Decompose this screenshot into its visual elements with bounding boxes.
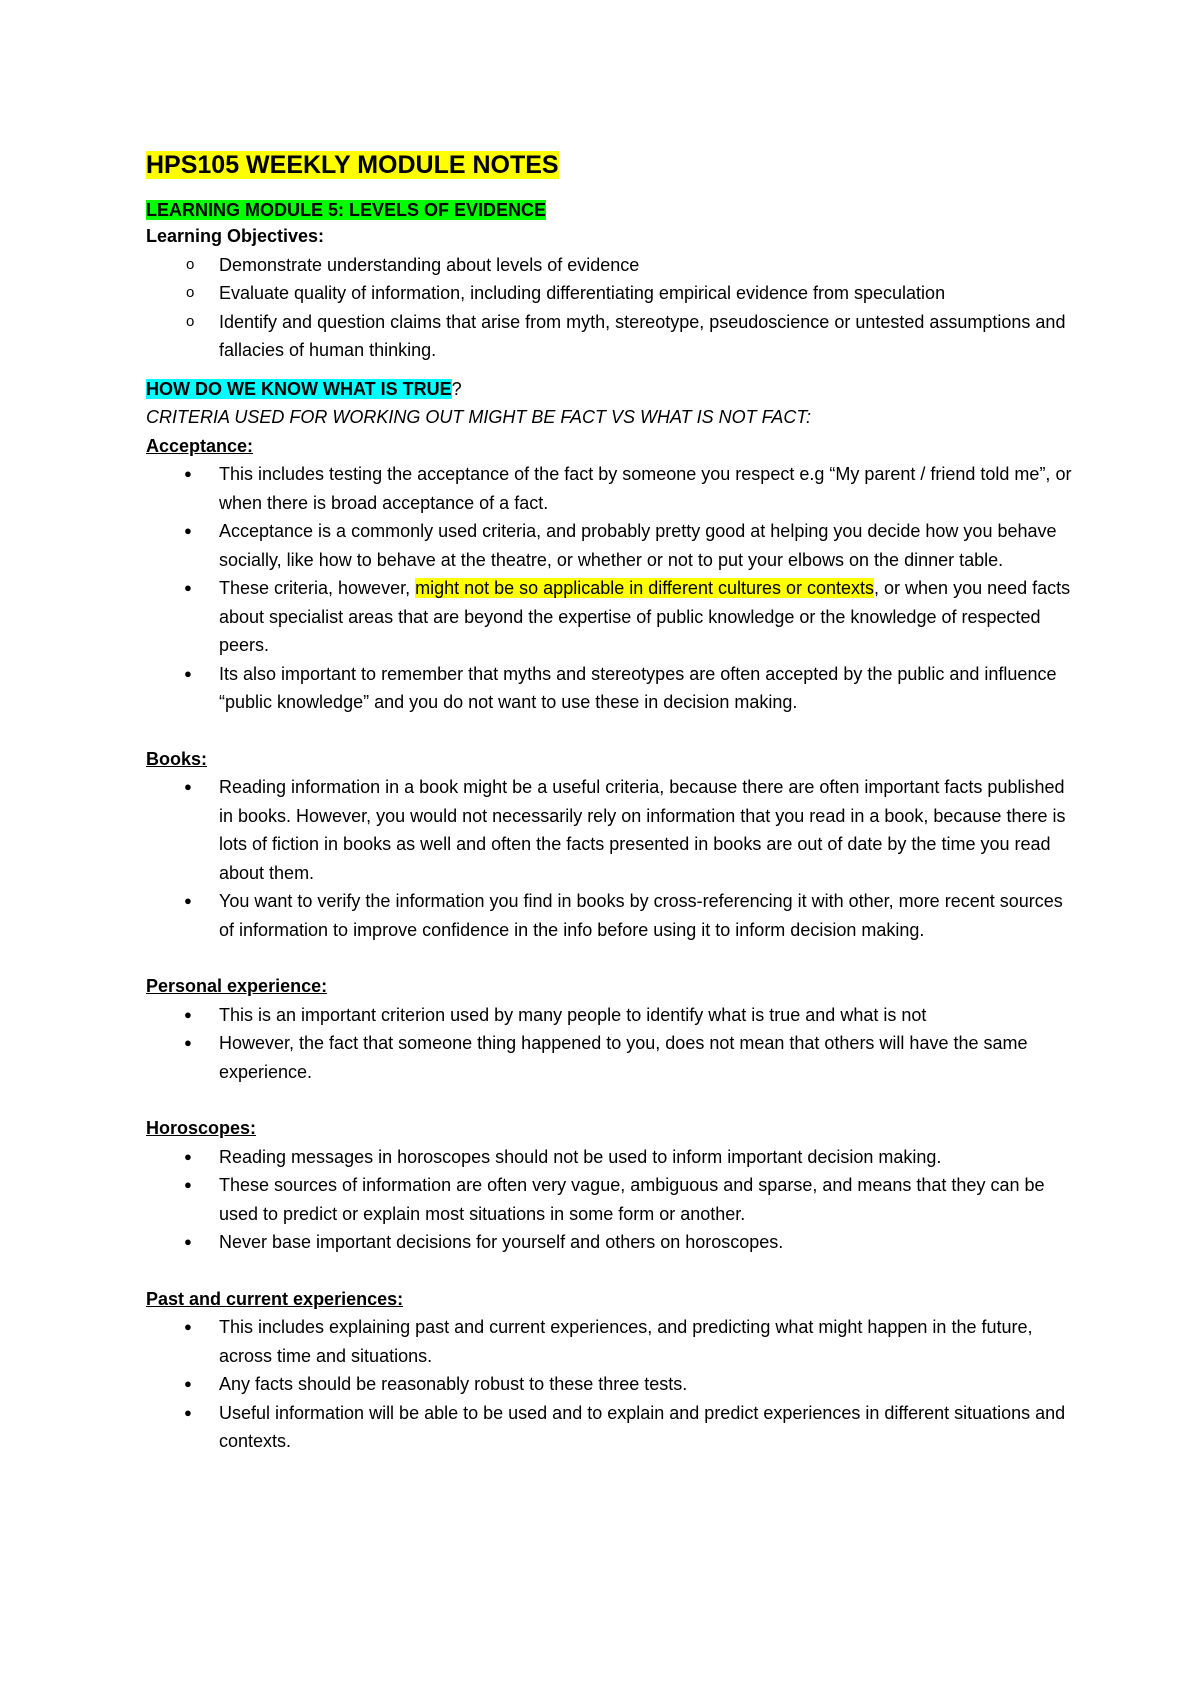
objective-text: Identify and question claims that arise from myth, stereotype, pseudoscience or untested assumptions and fallacies of human thinking. (219, 311, 1066, 360)
module-heading-text: LEARNING MODULE 5: LEVELS OF EVIDENCE (146, 200, 547, 220)
section-heading-books: Books: (146, 748, 208, 769)
section-heading-personal-experience: Personal experience: (146, 976, 328, 996)
circle-bullet-icon: o (186, 284, 195, 301)
document-title (146, 150, 1076, 180)
bullet-icon: ● (184, 1177, 192, 1192)
list-item (146, 517, 1076, 574)
list-item (146, 1001, 1076, 1030)
bullet-icon: ● (184, 466, 192, 481)
bullet-icon: ● (184, 665, 192, 681)
personal-list (146, 1001, 1076, 1087)
list-item (146, 1171, 1076, 1228)
list-item-text: Reading information in a book might be a useful criteria, because there are often important facts published in books. However, you would not necessarily rely on information that you read in a book, because there is lots of fiction in books as well and often the facts presented in books are out of date by the time you read about them. (219, 777, 1066, 883)
bullet-icon: ● (184, 1404, 192, 1420)
bullet-icon: ● (184, 523, 192, 538)
list-item-text: These sources of information are often very vague, ambiguous and sparse, and means that they can be used to predict or explain most situations in some form or another. (219, 1175, 1045, 1224)
list-item (146, 1029, 1076, 1086)
list-item-text: Useful information will be able to be used and to explain and predict experiences in different situations and contexts. (219, 1402, 1066, 1451)
list-item-text: These criteria, however, (219, 578, 416, 598)
list-item (146, 887, 1076, 944)
list-item (146, 574, 1076, 660)
title-highlight: HPS105 WEEKLY MODULE NOTES (146, 151, 559, 179)
highlighted-phrase: might not be so applicable in different cultures or contexts (415, 578, 875, 598)
bullet-icon: ● (184, 1376, 192, 1391)
list-item-text: Reading messages in horoscopes should not be used to inform important decision making. (219, 1146, 942, 1167)
list-item (146, 1143, 1076, 1172)
list-item-text: Never base important decisions for yourself and others on horoscopes. (219, 1232, 784, 1252)
bullet-icon: ● (184, 893, 192, 908)
list-item-text: , or when you need facts about specialist areas that are beyond the expertise of public knowledge or the knowledge of respected peers. (219, 578, 1071, 655)
list-item-text: This is an important criterion used by many people to identify what is true and what is not (219, 1004, 927, 1025)
circle-bullet-icon: o (186, 255, 195, 273)
list-item-text: Any facts should be reasonably robust to these three tests. (219, 1374, 688, 1394)
objective-text: Demonstrate understanding about levels of evidence (219, 254, 640, 275)
acceptance-list (146, 460, 1076, 717)
bullet-icon: ● (184, 1319, 192, 1334)
objective-item (146, 308, 1076, 365)
books-list (146, 773, 1076, 944)
list-item-text: This includes testing the acceptance of the fact by someone you respect e.g “My parent / friend told me”, or when there is broad acceptance of a fact. (219, 464, 1072, 513)
list-item-text: This includes explaining past and current experiences, and predicting what might happen in the future, across time and situations. (219, 1317, 1033, 1366)
bullet-icon: ● (184, 779, 192, 794)
objectives-label: Learning Objectives: (146, 226, 325, 246)
list-item (146, 460, 1076, 517)
bullet-icon: ● (184, 580, 192, 595)
objectives-list (146, 251, 1076, 365)
bullet-icon: ● (184, 1006, 192, 1022)
horoscopes-list (146, 1143, 1076, 1257)
list-item-text: Acceptance is a commonly used criteria, and probably pretty good at helping you decide how you behave socially, like how to behave at the theatre, or whether or not to put your elbows on the dinner table. (219, 521, 1057, 570)
list-item (146, 773, 1076, 887)
list-item (146, 660, 1076, 717)
list-item (146, 1370, 1076, 1399)
question-mark: ? (451, 378, 462, 399)
document-page (146, 150, 1076, 1456)
bullet-icon: ● (184, 1234, 192, 1249)
module-heading (146, 198, 1076, 222)
list-item (146, 1228, 1076, 1257)
section-heading-horoscopes: Horoscopes: (146, 1118, 257, 1138)
objective-text: Evaluate quality of information, including differentiating empirical evidence from speculation (219, 283, 946, 303)
list-item (146, 1399, 1076, 1456)
list-item (146, 1313, 1076, 1370)
section-heading-past-current: Past and current experiences: (146, 1288, 404, 1309)
bullet-icon: ● (184, 1148, 192, 1164)
objective-item (146, 279, 1076, 308)
past-list (146, 1313, 1076, 1456)
question-heading-text: HOW DO WE KNOW WHAT IS TRUE (146, 378, 452, 399)
circle-bullet-icon: o (186, 312, 195, 330)
list-item-text: However, the fact that someone thing happened to you, does not mean that others will have the same experience. (219, 1033, 1028, 1082)
bullet-icon: ● (184, 1035, 192, 1050)
question-heading (146, 375, 1076, 404)
list-item-text: Its also important to remember that myths and stereotypes are often accepted by the public and influence “public knowledge” and you do not want to use these in decision making. (219, 663, 1057, 712)
objective-item (146, 251, 1076, 280)
list-item-text: You want to verify the information you find in books by cross-referencing it with other, more recent sources of information to improve confidence in the info before using it to inform decision making. (219, 891, 1063, 940)
criteria-subtitle: CRITERIA USED FOR WORKING OUT MIGHT BE FACT VS WHAT IS NOT FACT: (146, 407, 811, 427)
section-heading-acceptance: Acceptance: (146, 435, 254, 456)
